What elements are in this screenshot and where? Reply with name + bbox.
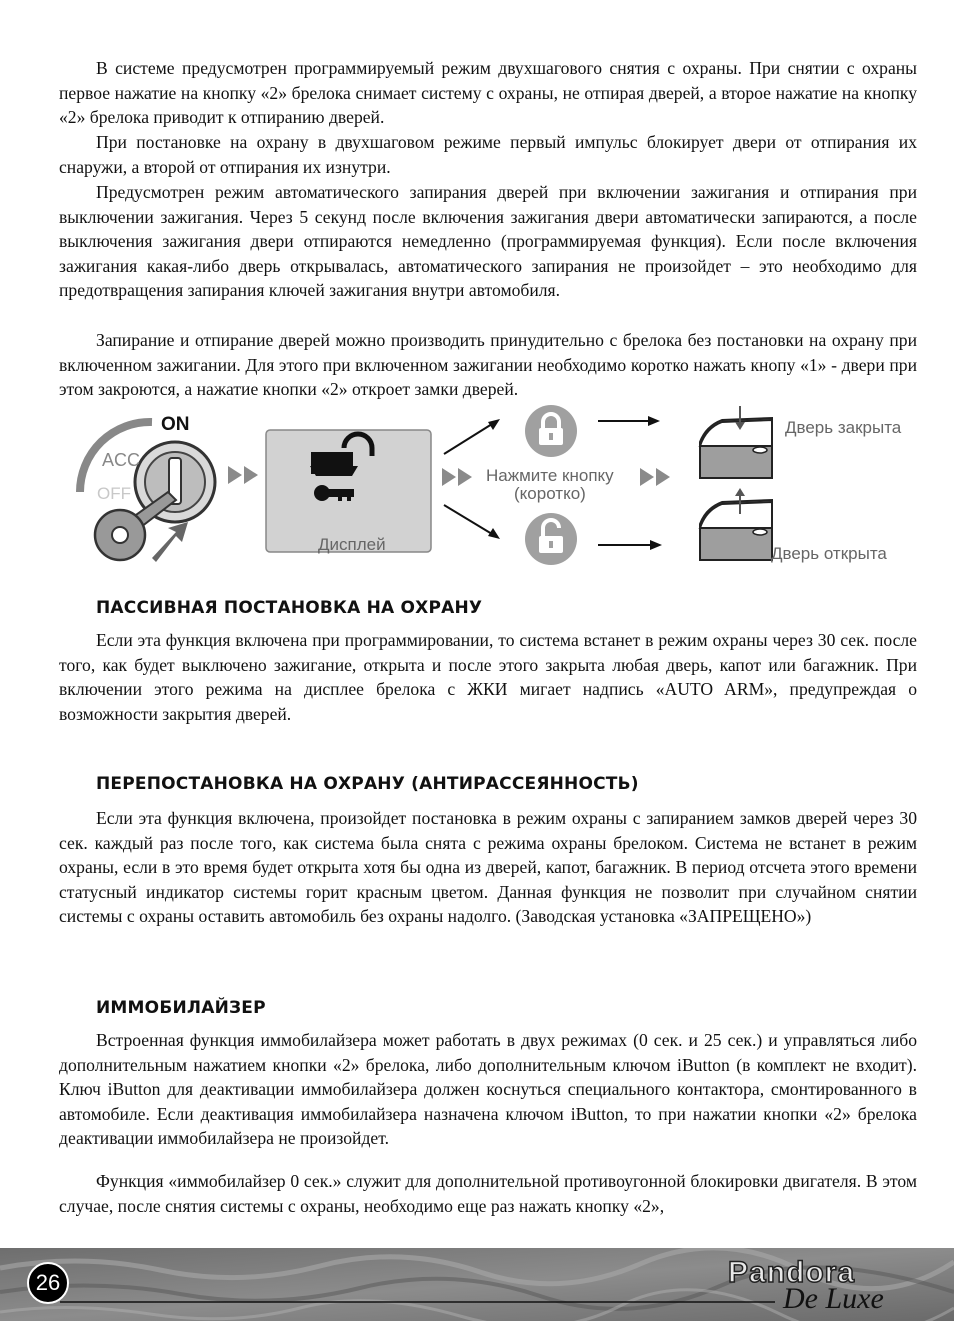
heading-passive-arming: ПАССИВНАЯ ПОСТАНОВКА НА ОХРАНУ (96, 598, 483, 618)
page-number: 26 (27, 1262, 69, 1304)
lock-open-icon (525, 513, 577, 565)
turn-arrow-icon (152, 522, 188, 562)
paragraph-passive-arming: Если эта функция включена при программировании, то система встанет в режим охраны через 30 сек. после того, как будет выключено зажигание, открыта и после этого закрыта любая дверь, капот или багажник. При включении этого режима на дисплее брелока с ЖКИ мигает надпись «AUTO ARM», предупреждая о возможности закрытия дверей. (59, 630, 917, 724)
double-arrow-icon-3 (640, 468, 670, 486)
lock-closed-icon (525, 405, 577, 457)
double-arrow-icon (228, 466, 258, 484)
door-open-label: Дверь открыта (771, 544, 887, 563)
ignition-acc-label: ACC (102, 450, 141, 470)
ignition-on-label: ON (161, 414, 190, 435)
door-closed-label: Дверь закрыта (785, 418, 902, 437)
paragraph-forced-lock: Запирание и отпирание дверей можно производить принудительно с брелока без постановки на охрану при включенном зажигании. Для этого при включенном зажигании необходимо коротко нажать кнопу «1» - двери при этом закроются, а нажатие кнопки «2» откроет замки дверей. (59, 330, 917, 400)
ignition-off-label: OFF (97, 484, 131, 503)
paragraph-immobilizer-2: Функция «иммобилайзер 0 сек.» служит для дополнительной противоугонной блокировки двигателя. В этом случае, после снятия системы с охраны, необходимо еще раз нажать кнопку «2», (59, 1171, 917, 1216)
paragraph-immobilizer-1: Встроенная функция иммобилайзера может работать в двух режимах (0 сек. и 25 сек.) и управляться либо дополнительным нажатием кнопки «2» брелока, либо дополнительным ключом iButton (в комплект не входит). Ключ iButton для деактивации иммобилайзера должен коснуться специального контактора, смонтированного в автомобиле. Если деактивация иммобилайзера назначена ключом iButton, то при нажатии кнопки «2» брелока деактивации иммобилайзера не произойдет. (59, 1030, 917, 1149)
paragraph-two-step-disarm: В системе предусмотрен программируемый режим двухшагового снятия с охраны. При снятии с охраны первое нажатие на кнопку «2» брелока снимает систему с охраны, не отпирая дверей, а второе нажатие на кнопку «2» брелока приводит к отпиранию дверей. (59, 58, 917, 128)
paragraph-two-step-arm: При постановке на охрану в двухшаговом режиме первый импульс блокирует двери от отпирания их снаружи, а второй от отпирания их изнутри. (59, 132, 917, 177)
door-closed-icon (700, 406, 772, 478)
brand-logo: Pandora (728, 1256, 856, 1289)
paragraph-auto-lock: Предусмотрен режим автоматического запирания дверей при включении зажигания и отпирания при выключении зажигания. Через 5 секунд после включения зажигания двери автоматически запираются, а после выключения зажигания двери отпираются немедленно (программируемая функция). Если после включения зажигания какая-либо дверь открывалась, автоматического запирания не произойдет – это необходимо для предотвращения запирания ключей зажигания внутри автомобиля. (59, 182, 917, 301)
press-label-line2: (коротко) (514, 484, 586, 503)
double-arrow-icon-2 (442, 468, 472, 486)
heading-rearming: ПЕРЕПОСТАНОВКА НА ОХРАНУ (АНТИРАССЕЯННОСТЬ) (96, 774, 639, 794)
display-label: Дисплей (318, 535, 386, 554)
press-label-line1: Нажмите кнопку (486, 466, 614, 485)
brand-logo-subtitle: De Luxe (783, 1282, 884, 1315)
paragraph-rearming: Если эта функция включена, произойдет постановка в режим охраны с запиранием замков дверей через 30 сек. каждый раз после того, как система была снята с режима охраны брелоком. Система не встанет в режим охраны, если в это время будет открыта хотя бы одна из дверей, капот, багажник. В период отсчета этого времени статусный индикатор системы горит красным цветом. Данная функция не позволит при случайном снятии системы с охраны оставить автомобиль без охраны надолго. (Заводская установка «ЗАПРЕЩЕНО») (59, 808, 917, 927)
door-open-icon (700, 488, 772, 560)
heading-immobilizer: ИММОБИЛАЙЗЕР (96, 998, 266, 1018)
